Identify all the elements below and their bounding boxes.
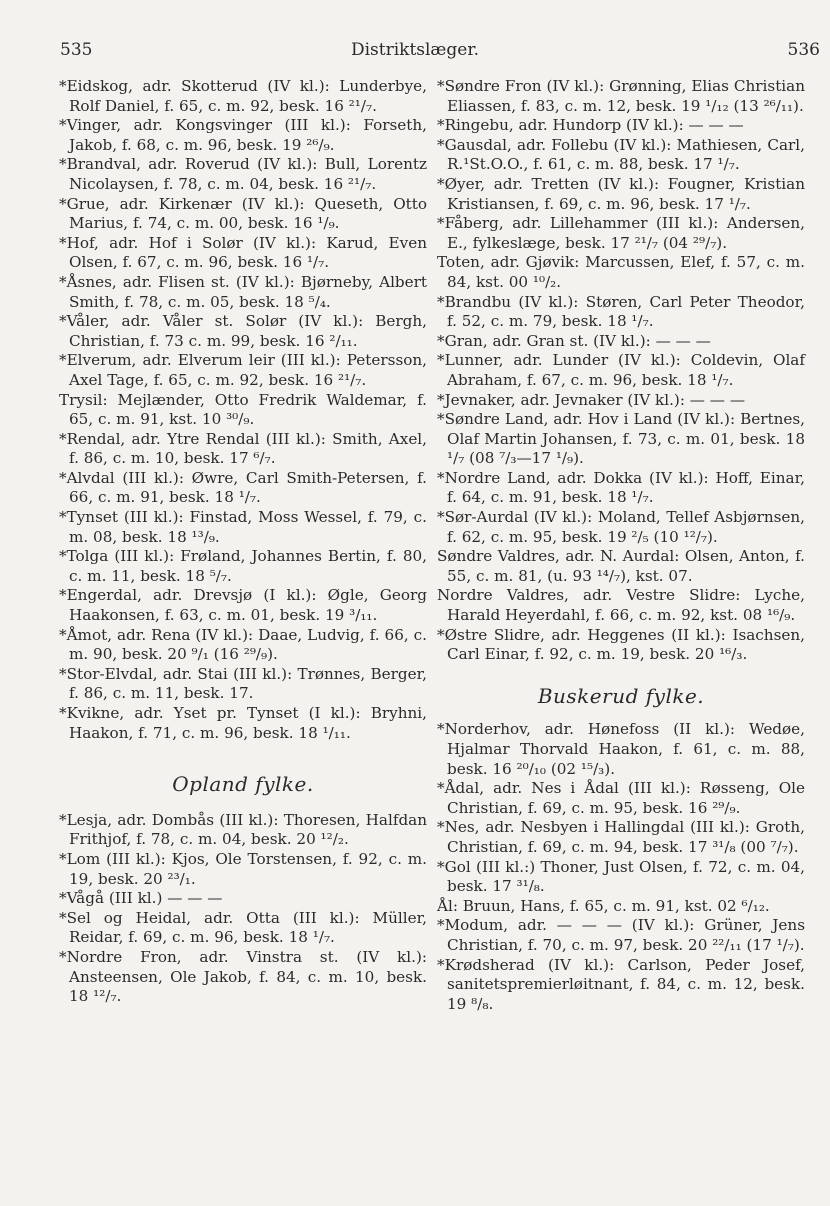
entry: *Åmot, adr. Rena (IV kl.): Daae, Ludvig, f. 66, c. m. 90, besk. 20 ⁹/₁ (16 ²⁹/₉).: [59, 625, 427, 664]
entry: *Brandval, adr. Roverud (IV kl.): Bull, Lorentz Nicolaysen, f. 78, c. m. 04, besk. 16 ²¹/₇.: [59, 155, 427, 193]
right-entries-b: [437, 720, 805, 1014]
entry: *Våler, adr. Våler st. Solør (IV kl.): Bergh, Christian, f. 73 c. m. 99, besk. 16 ²/₁₁.: [59, 312, 427, 350]
entry: Toten, adr. Gjøvik: Marcussen, Elef, f. 57, c. m. 84, kst. 00 ¹⁰/₂.: [437, 253, 805, 291]
entry: *Lom (III kl.): Kjos, Ole Torstensen, f. 92, c. m. 19, besk. 20 ²³/₁.: [59, 849, 427, 888]
entry: *Brandbu (IV kl.): Støren, Carl Peter Theodor, f. 52, c. m. 79, besk. 18 ¹/₇.: [437, 292, 805, 331]
left-column: [59, 77, 427, 1007]
entry: *Jevnaker, adr. Jevnaker (IV kl.): — — —: [437, 390, 746, 409]
entry: *Lunner, adr. Lunder (IV kl.): Coldevin, Olaf Abraham, f. 67, c. m. 96, besk. 18 ¹/₇.: [437, 351, 805, 389]
entry: *Rendal, adr. Ytre Rendal (III kl.): Smith, Axel, f. 86, c. m. 10, besk. 17 ⁶/₇.: [59, 429, 427, 468]
entry: *Fåberg, adr. Lillehammer (III kl.): Andersen, E., fylkeslæge, besk. 17 ²¹/₇ (04 ²⁹/₇).: [437, 214, 805, 252]
entry: *Tynset (III kl.): Finstad, Moss Wessel, f. 79, c. m. 08, besk. 18 ¹³/₉.: [59, 508, 427, 546]
entry: *Ringebu, adr. Hundorp (IV kl.): — — —: [437, 116, 744, 135]
page-number-right: 536: [787, 40, 820, 60]
entry: *Søndre Land, adr. Hov i Land (IV kl.): Bertnes, Olaf Martin Johansen, f. 73, c. m. 01, besk. 18 ¹/₇ (08 ⁷/₃—17 ¹/₉).: [437, 410, 805, 468]
entry: *Alvdal (III kl.): Øwre, Carl Smith-Petersen, f. 66, c. m. 91, besk. 18 ¹/₇.: [59, 468, 427, 507]
entry: *Engerdal, adr. Drevsjø (I kl.): Øgle, Georg Haakonsen, f. 63, c. m. 01, besk. 19 ³/₁₁.: [59, 586, 427, 625]
entry: Nordre Valdres, adr. Vestre Slidre: Lyche, Harald Heyerdahl, f. 66, c. m. 92, kst. 08 ¹⁶/₉.: [437, 586, 805, 625]
running-title: Distriktslæger.: [350, 40, 480, 60]
entry: *Kvikne, adr. Yset pr. Tynset (I kl.): Bryhni, Haakon, f. 71, c. m. 96, besk. 18 ¹/₁₁.: [59, 704, 427, 742]
entry: *Gol (III kl.:) Thoner, Just Olsen, f. 72, c. m. 04, besk. 17 ³¹/₈.: [437, 857, 805, 896]
right-entries-a: [437, 77, 805, 665]
entry: *Tolga (III kl.): Frøland, Johannes Bertin, f. 80, c. m. 11, besk. 18 ⁵/₇.: [59, 547, 427, 585]
section-title-buskerud: Buskerud fylke.: [537, 683, 705, 708]
entry: *Nordre Land, adr. Dokka (IV kl.): Hoff, Einar, f. 64, c. m. 91, besk. 18 ¹/₇.: [437, 468, 805, 507]
entry: *Øyer, adr. Tretten (IV kl.): Fougner, Kristian Kristiansen, f. 69, c. m. 96, besk. 17 ¹/₇.: [437, 174, 805, 213]
entry: *Sør-Aurdal (IV kl.): Moland, Tellef Asbjørnsen, f. 62, c. m. 95, besk. 19 ²/₅ (10 ¹²/₇).: [437, 508, 805, 546]
entry: *Nordre Fron, adr. Vinstra st. (IV kl.): Ansteensen, Ole Jakob, f. 84, c. m. 10, besk. 18 ¹²/₇.: [59, 947, 427, 1006]
entry: Ål: Bruun, Hans, f. 65, c. m. 91, kst. 02 ⁶/₁₂.: [437, 896, 770, 915]
entry: *Sel og Heidal, adr. Otta (III kl.): Müller, Reidar, f. 69, c. m. 96, besk. 18 ¹/₇.: [59, 908, 427, 947]
entry: *Eidskog, adr. Skotterud (IV kl.): Lunderbye, Rolf Daniel, f. 65, c. m. 92, besk. 16 ²¹/₇.: [59, 77, 427, 115]
entry: *Ådal, adr. Nes i Ådal (III kl.): Røsseng, Ole Christian, f. 69, c. m. 95, besk. 16 ²⁹/₉.: [437, 779, 805, 817]
entry: *Søndre Fron (IV kl.): Grønning, Elias Christian Eliassen, f. 83, c. m. 12, besk. 19 ¹/₁₂ (13 ²⁶/₁₁).: [437, 77, 805, 115]
left-entries-a: [59, 77, 427, 743]
entry: *Stor-Elvdal, adr. Stai (III kl.): Trønnes, Berger, f. 86, c. m. 11, besk. 17.: [59, 664, 427, 703]
entry: *Krødsherad (IV kl.): Carlson, Peder Josef, sanitetspremierløitnant, f. 84, c. m. 12, besk. 19 ⁸/₈.: [437, 955, 805, 1013]
entry: *Vågå (III kl.) — — —: [59, 889, 223, 908]
entry: *Gran, adr. Gran st. (IV kl.): — — —: [437, 331, 711, 350]
entry: *Åsnes, adr. Flisen st. (IV kl.): Bjørneby, Albert Smith, f. 78, c. m. 05, besk. 18 ⁵/₄.: [59, 272, 427, 311]
page-number-left: 535: [60, 40, 93, 60]
entry: *Vinger, adr. Kongsvinger (III kl.): Forseth, Jakob, f. 68, c. m. 96, besk. 19 ²⁶/₉.: [59, 116, 427, 154]
entry: Søndre Valdres, adr. N. Aurdal: Olsen, Anton, f. 55, c. m. 81, (u. 93 ¹⁴/₇), kst. 07.: [437, 547, 805, 585]
right-column: [437, 77, 805, 1014]
entry: *Gausdal, adr. Follebu (IV kl.): Mathiesen, Carl, R.¹St.O.O., f. 61, c. m. 88, besk. 17 ¹/₇.: [437, 135, 805, 174]
section-title-opland: Opland fylke.: [172, 772, 314, 797]
entry: *Grue, adr. Kirkenær (IV kl.): Queseth, Otto Marius, f. 74, c. m. 00, besk. 16 ¹/₉.: [59, 194, 427, 233]
entry: *Modum, adr. — — — (IV kl.): Grüner, Jens Christian, f. 70, c. m. 97, besk. 20 ²²/₁₁ (17 ¹/₇).: [437, 916, 805, 954]
left-entries-b: [59, 811, 427, 1007]
entry: *Lesja, adr. Dombås (III kl.): Thoresen, Halfdan Frithjof, f. 78, c. m. 04, besk. 20 ¹²/₂.: [59, 810, 427, 849]
entry: *Nes, adr. Nesbyen i Hallingdal (III kl.): Groth, Christian, f. 69, c. m. 94, besk. 17 ³¹/₈ (00 ⁷/₇).: [437, 818, 805, 856]
entry: *Elverum, adr. Elverum leir (III kl.): Petersson, Axel Tage, f. 65, c. m. 92, besk. 16 ²¹/₇.: [59, 351, 427, 389]
entry: Trysil: Mejlænder, Otto Fredrik Waldemar, f. 65, c. m. 91, kst. 10 ³⁰/₉.: [59, 390, 427, 429]
entry: *Østre Slidre, adr. Heggenes (II kl.): Isachsen, Carl Einar, f. 92, c. m. 19, besk. 20 ¹⁶/₃.: [437, 625, 805, 664]
entry: *Hof, adr. Hof i Solør (IV kl.): Karud, Even Olsen, f. 67, c. m. 96, besk. 16 ¹/₇.: [59, 233, 427, 272]
entry: *Norderhov, adr. Hønefoss (II kl.): Wedøe, Hjalmar Thorvald Haakon, f. 61, c. m. 88, besk. 16 ²⁰/₁₀ (02 ¹⁵/₃).: [437, 720, 805, 778]
page-header: [0, 40, 830, 64]
